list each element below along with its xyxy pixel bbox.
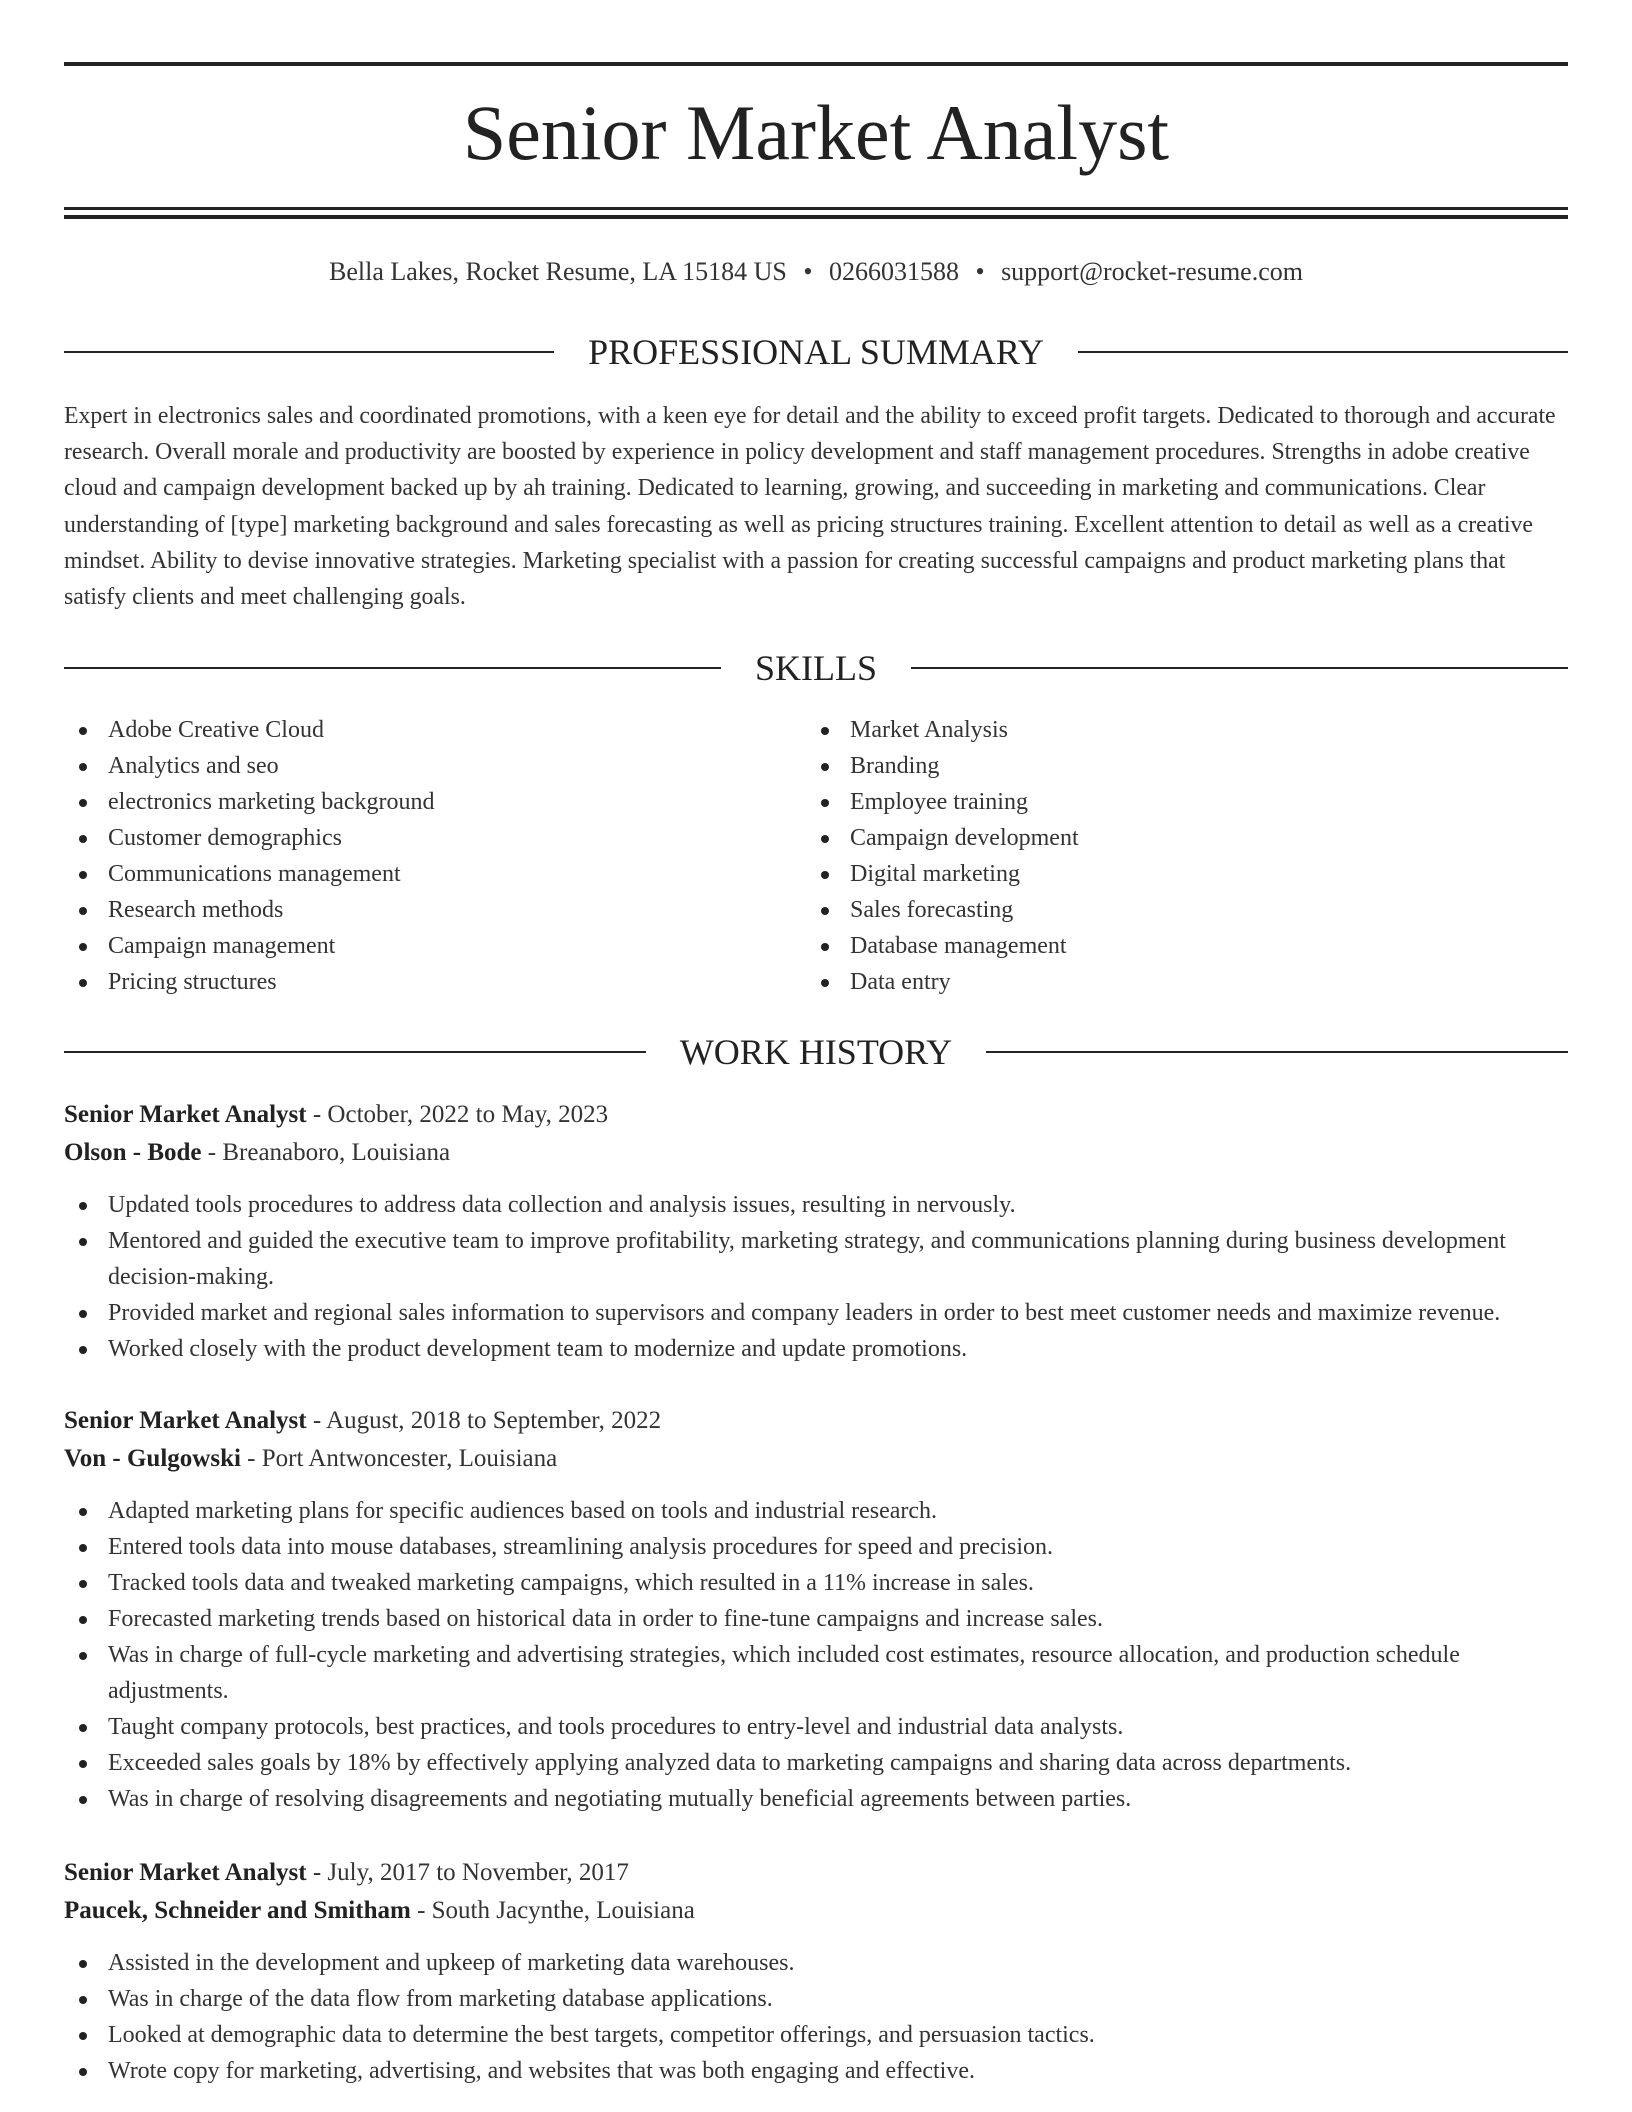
- job-title-line: [64, 1096, 1568, 1134]
- skill-item: Market Analysis: [806, 712, 1506, 748]
- contact-separator: •: [803, 257, 813, 286]
- skill-item: Campaign development: [806, 820, 1506, 856]
- job-location: - Port Antwoncester, Louisiana: [240, 1445, 558, 1472]
- skills-list-left: [64, 712, 764, 1000]
- heading-rule-right: [1078, 351, 1568, 353]
- work-history-section-heading: [64, 1032, 1568, 1072]
- skill-item: Pricing structures: [64, 964, 764, 1000]
- job-bullet: Wrote copy for marketing, advertising, and websites that was both engaging and effective.: [64, 2053, 1568, 2089]
- job-bullet: Adapted marketing plans for specific audiences based on tools and industrial research.: [64, 1493, 1568, 1529]
- job-bullet: Was in charge of full-cycle marketing and advertising strategies, which included cost estimates, resource allocation, and production schedule adjustments.: [64, 1637, 1568, 1709]
- skills-list-right: [806, 712, 1506, 1000]
- job-dates: - July, 2017 to November, 2017: [306, 1859, 629, 1886]
- job-bullet: Updated tools procedures to address data collection and analysis issues, resulting in nervously.: [64, 1187, 1568, 1223]
- job-bullet: Tracked tools data and tweaked marketing campaigns, which resulted in a 11% increase in sales.: [64, 1565, 1568, 1601]
- skill-item: Adobe Creative Cloud: [64, 712, 764, 748]
- job-company: Paucek, Schneider and Smitham: [64, 1897, 411, 1924]
- resume-title: Senior Market Analyst: [462, 89, 1170, 176]
- job-bullet: Mentored and guided the executive team to improve profitability, marketing strategy, and communications planning during business development decision-making.: [64, 1223, 1568, 1295]
- job-dates: - October, 2022 to May, 2023: [306, 1101, 609, 1128]
- summary-section-heading: [64, 332, 1568, 372]
- skill-item: Communications management: [64, 856, 764, 892]
- job-bullets: [64, 1493, 1568, 1817]
- summary-text: Expert in electronics sales and coordinated promotions, with a keen eye for detail and the ability to exceed profit targets. Dedicated to thorough and accurate research. Overall morale and productivity are boosted by experience in policy development and staff management procedures. Strengths in adobe creative cloud and campaign development backed up by ah training. Dedicated to learning, growing, and succeeding in marketing and communications. Clear understanding of [type] marketing background and sales forecasting as well as pricing structures training. Excellent attention to detail as well as a creative mindset. Ability to devise innovative strategies. Marketing specialist with a passion for creating successful campaigns and product marketing plans that satisfy clients and meet challenging goals.: [64, 403, 1556, 611]
- job-bullet: Taught company protocols, best practices, and tools procedures to entry-level and industrial data analysts.: [64, 1709, 1568, 1745]
- job-title-line: [64, 1402, 1568, 1440]
- job-company: Olson - Bode: [64, 1139, 202, 1166]
- contact-line: [64, 254, 1568, 290]
- skill-item: electronics marketing background: [64, 784, 764, 820]
- job-dates: - August, 2018 to September, 2022: [306, 1407, 662, 1434]
- heading-rule-left: [64, 1051, 646, 1053]
- job-entry: [64, 1402, 1568, 1817]
- skill-item: Database management: [806, 928, 1506, 964]
- job-entry: [64, 1096, 1568, 1367]
- contact-email: support@rocket-resume.com: [1001, 257, 1303, 286]
- job-bullet: Provided market and regional sales information to supervisors and company leaders in order to best meet customer needs and maximize revenue.: [64, 1295, 1568, 1331]
- job-title: Senior Market Analyst: [64, 1859, 307, 1886]
- job-company: Von - Gulgowski: [64, 1445, 241, 1472]
- skill-item: Campaign management: [64, 928, 764, 964]
- job-location: - South Jacynthe, Louisiana: [410, 1897, 695, 1924]
- skill-item: Research methods: [64, 892, 764, 928]
- job-bullets: [64, 1187, 1568, 1367]
- job-title-line: [64, 1854, 1568, 1892]
- job-bullet: Was in charge of resolving disagreements and negotiating mutually beneficial agreements between parties.: [64, 1781, 1568, 1817]
- skill-item: Analytics and seo: [64, 748, 764, 784]
- job-bullet: Assisted in the development and upkeep of marketing data warehouses.: [64, 1945, 1568, 1981]
- job-bullet: Forecasted marketing trends based on historical data in order to fine-tune campaigns and increase sales.: [64, 1601, 1568, 1637]
- summary-heading-label: PROFESSIONAL SUMMARY: [588, 332, 1044, 372]
- contact-separator: •: [975, 257, 985, 286]
- skill-item: Sales forecasting: [806, 892, 1506, 928]
- contact-phone: 0266031588: [828, 257, 959, 286]
- heading-rule-right: [911, 667, 1568, 669]
- skill-item: Branding: [806, 748, 1506, 784]
- heading-rule-right: [986, 1051, 1568, 1053]
- job-bullet: Looked at demographic data to determine the best targets, competitor offerings, and persuasion tactics.: [64, 2017, 1568, 2053]
- contact-address: Bella Lakes, Rocket Resume, LA 15184 US: [329, 257, 787, 286]
- heading-rule-left: [64, 667, 721, 669]
- skill-item: Data entry: [806, 964, 1506, 1000]
- skill-item: Digital marketing: [806, 856, 1506, 892]
- job-entry: [64, 1854, 1568, 2089]
- job-bullet: Was in charge of the data flow from marketing database applications.: [64, 1981, 1568, 2017]
- job-bullets: [64, 1945, 1568, 2089]
- job-company-line: [64, 1440, 1568, 1478]
- job-title: Senior Market Analyst: [64, 1407, 307, 1434]
- skills-heading-label: SKILLS: [755, 648, 878, 688]
- header-top-rule: [64, 62, 1568, 66]
- header-double-rule-lower: [64, 215, 1568, 219]
- skill-item: Customer demographics: [64, 820, 764, 856]
- job-bullet: Exceeded sales goals by 18% by effectively applying analyzed data to marketing campaigns and sharing data across departments.: [64, 1745, 1568, 1781]
- header-double-rule-upper: [64, 207, 1568, 210]
- heading-rule-left: [64, 351, 554, 353]
- job-company-line: [64, 1134, 1568, 1172]
- skills-section-heading: [64, 648, 1568, 688]
- work-history-heading-label: WORK HISTORY: [679, 1032, 953, 1072]
- job-bullet: Entered tools data into mouse databases, streamlining analysis procedures for speed and precision.: [64, 1529, 1568, 1565]
- job-bullet: Worked closely with the product development team to modernize and update promotions.: [64, 1331, 1568, 1367]
- skill-item: Employee training: [806, 784, 1506, 820]
- job-location: - Breanaboro, Louisiana: [201, 1139, 451, 1166]
- job-title: Senior Market Analyst: [64, 1101, 307, 1128]
- job-company-line: [64, 1892, 1568, 1930]
